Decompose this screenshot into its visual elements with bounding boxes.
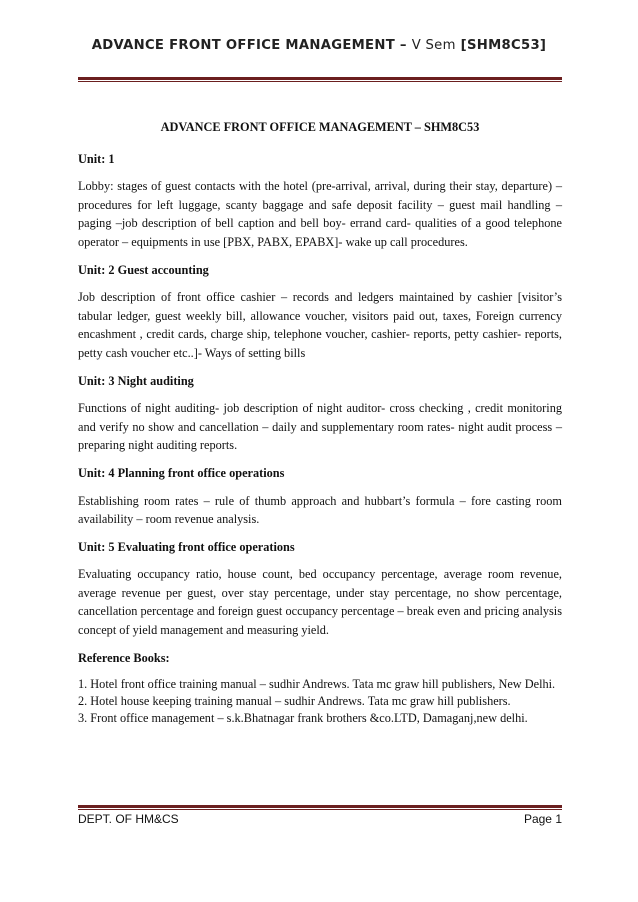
unit-heading: Unit: 1 — [78, 151, 115, 166]
document-body — [78, 118, 562, 727]
header-rule — [78, 77, 562, 82]
page-number: Page 1 — [523, 812, 562, 826]
references-heading: Reference Books: — [78, 650, 170, 665]
reference-list — [78, 676, 562, 726]
unit-heading: Unit: 2 Guest accounting — [78, 262, 209, 277]
unit-heading: Unit: 5 Evaluating front office operations — [78, 539, 295, 554]
reference-item: 3. Front office management – s.k.Bhatnagar frank brothers &co.LTD, Damaganj,new delhi. — [78, 710, 528, 725]
footer-department: DEPT. OF HM&CS — [78, 812, 179, 826]
running-header — [0, 38, 638, 53]
header-semester: V Sem — [411, 38, 456, 53]
page-footer — [78, 812, 562, 826]
unit-description: Evaluating occupancy ratio, house count, bed occupancy percentage, average room revenue, average revenue per guest, over stay percentage, under stay percentage, no show percentage, cancellation percentage and foreign guest occupancy percentage – break even and pricing analysis concept of yield management and measuring yield. — [78, 567, 562, 638]
footer-rule — [78, 805, 562, 810]
unit-description: Establishing room rates – rule of thumb approach and hubbart’s formula – fore casting room availability – room revenue analysis. — [78, 493, 562, 527]
unit-heading: Unit: 3 Night auditing — [78, 373, 194, 388]
unit-heading: Unit: 4 Planning front office operations — [78, 465, 285, 480]
unit-description: Lobby: stages of guest contacts with the hotel (pre-arrival, arrival, during their stay, departure) – procedures for left luggage, scanty baggage and safe deposit facility – guest mail handling – paging –job description of bell caption and bell boy- errand card- qualities of a good telephone operator – equipments in use [PBX, PABX, EPABX]- wake up call procedures. — [78, 179, 562, 249]
document-title: ADVANCE FRONT OFFICE MANAGEMENT – SHM8C53 — [160, 120, 480, 134]
unit-description: Functions of night auditing- job description of night auditor- cross checking , credit monitoring and verify no show and cancellation – daily and supplementary room rates- night audit process – preparing night auditing reports. — [78, 401, 562, 453]
header-title: ADVANCE FRONT OFFICE MANAGEMENT – — [91, 38, 407, 53]
unit-description: Job description of front office cashier – records and ledgers maintained by cashier [visitor’s tabular ledger, guest weekly bill, allowance voucher, visitors paid out, taxes, Foreign currency encashment , credit cards, charge ship, telephone voucher, cashier- reports, petty cashier- reports, petty cash voucher etc..]- Ways of setting bills — [78, 290, 562, 360]
reference-item: 1. Hotel front office training manual – sudhir Andrews. Tata mc graw hill publishers, New Delhi. — [78, 677, 556, 692]
reference-item: 2. Hotel house keeping training manual – sudhir Andrews. Tata mc graw hill publishers. — [78, 694, 511, 709]
header-course-code: [SHM8C53] — [460, 38, 547, 53]
